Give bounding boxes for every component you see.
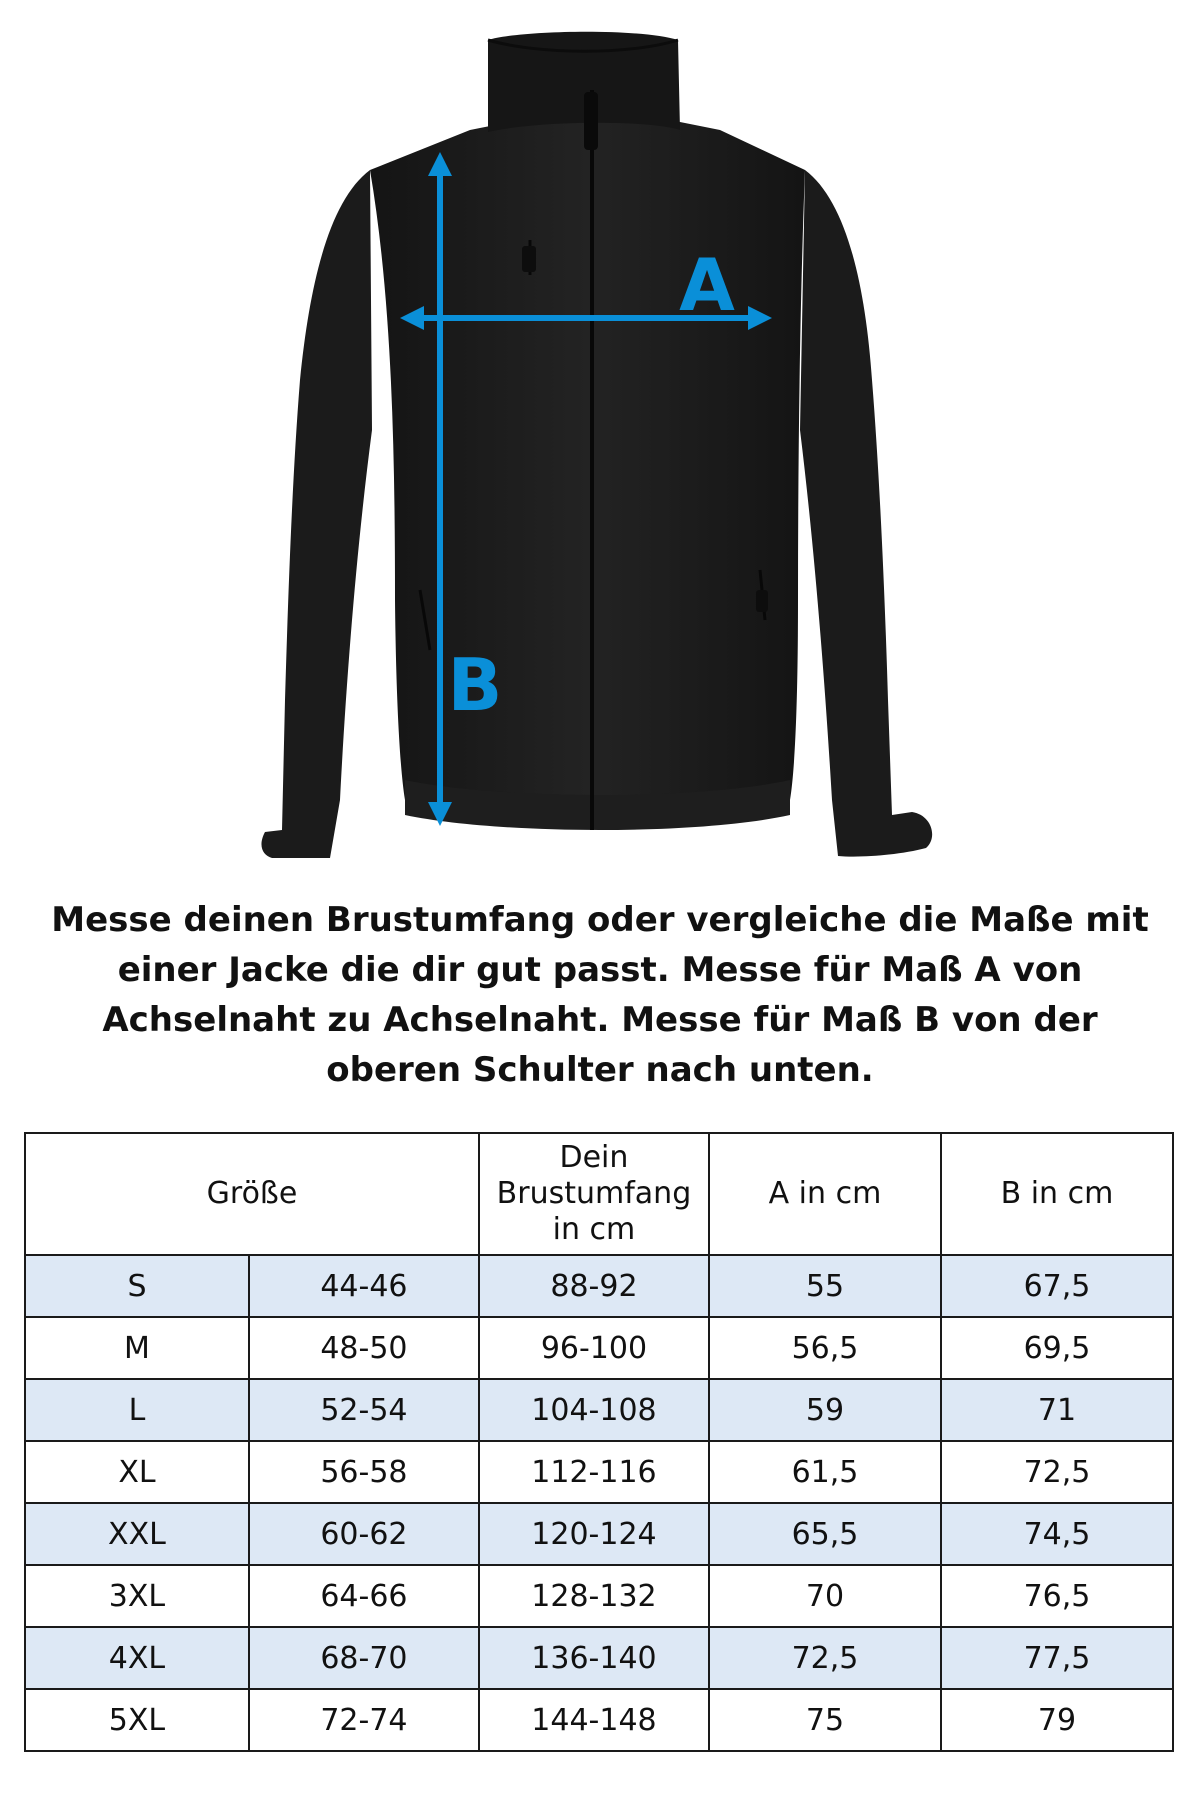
table-cell-chest: 112-116 bbox=[479, 1441, 709, 1503]
table-header-row bbox=[25, 1133, 1173, 1255]
table-cell-b: 71 bbox=[941, 1379, 1173, 1441]
table-cell-size: XXL bbox=[25, 1503, 249, 1565]
table-cell-eu: 64-66 bbox=[249, 1565, 479, 1627]
table-cell-chest: 88-92 bbox=[479, 1255, 709, 1317]
size-table bbox=[24, 1132, 1174, 1752]
table-cell-size: 3XL bbox=[25, 1565, 249, 1627]
table-cell-b: 77,5 bbox=[941, 1627, 1173, 1689]
table-row bbox=[25, 1317, 1173, 1379]
table-cell-chest: 144-148 bbox=[479, 1689, 709, 1751]
label-a: A bbox=[679, 243, 735, 327]
table-cell-a: 59 bbox=[709, 1379, 941, 1441]
table-cell-eu: 60-62 bbox=[249, 1503, 479, 1565]
table-row bbox=[25, 1565, 1173, 1627]
table-row bbox=[25, 1441, 1173, 1503]
table-row bbox=[25, 1503, 1173, 1565]
table-cell-eu: 48-50 bbox=[249, 1317, 479, 1379]
table-cell-size: M bbox=[25, 1317, 249, 1379]
table-cell-size: XL bbox=[25, 1441, 249, 1503]
table-cell-a: 55 bbox=[709, 1255, 941, 1317]
table-cell-eu: 52-54 bbox=[249, 1379, 479, 1441]
table-row bbox=[25, 1255, 1173, 1317]
table-cell-eu: 72-74 bbox=[249, 1689, 479, 1751]
table-cell-b: 72,5 bbox=[941, 1441, 1173, 1503]
table-cell-size: S bbox=[25, 1255, 249, 1317]
table-cell-eu: 44-46 bbox=[249, 1255, 479, 1317]
table-cell-chest: 96-100 bbox=[479, 1317, 709, 1379]
table-cell-size: L bbox=[25, 1379, 249, 1441]
table-cell-b: 69,5 bbox=[941, 1317, 1173, 1379]
header-size: Größe bbox=[25, 1133, 479, 1255]
table-body bbox=[25, 1255, 1173, 1751]
table-cell-a: 65,5 bbox=[709, 1503, 941, 1565]
table-cell-a: 75 bbox=[709, 1689, 941, 1751]
table-row bbox=[25, 1689, 1173, 1751]
header-b: B in cm bbox=[941, 1133, 1173, 1255]
label-b: B bbox=[447, 643, 503, 727]
table-cell-chest: 104-108 bbox=[479, 1379, 709, 1441]
jacket-measurement-figure bbox=[0, 0, 1200, 890]
table-cell-size: 5XL bbox=[25, 1689, 249, 1751]
table-cell-b: 67,5 bbox=[941, 1255, 1173, 1317]
table-cell-b: 79 bbox=[941, 1689, 1173, 1751]
measurement-instructions: Messe deinen Brustumfang oder vergleiche die Maße mit einer Jacke die dir gut passt. Messe für Maß A von Achselnaht zu Achselnaht. Messe für Maß B von der oberen Schulter nach unten. bbox=[51, 900, 1149, 1090]
table-cell-a: 61,5 bbox=[709, 1441, 941, 1503]
table-cell-size: 4XL bbox=[25, 1627, 249, 1689]
table-row bbox=[25, 1379, 1173, 1441]
table-cell-a: 70 bbox=[709, 1565, 941, 1627]
table-cell-b: 74,5 bbox=[941, 1503, 1173, 1565]
table-cell-eu: 56-58 bbox=[249, 1441, 479, 1503]
table-cell-chest: 120-124 bbox=[479, 1503, 709, 1565]
jacket-illustration bbox=[261, 32, 932, 858]
header-a: A in cm bbox=[709, 1133, 941, 1255]
table-cell-eu: 68-70 bbox=[249, 1627, 479, 1689]
table-cell-chest: 128-132 bbox=[479, 1565, 709, 1627]
table-cell-a: 72,5 bbox=[709, 1627, 941, 1689]
table-cell-chest: 136-140 bbox=[479, 1627, 709, 1689]
header-chest: Dein Brustumfang in cm bbox=[479, 1133, 709, 1255]
table-cell-b: 76,5 bbox=[941, 1565, 1173, 1627]
table-cell-a: 56,5 bbox=[709, 1317, 941, 1379]
table-row bbox=[25, 1627, 1173, 1689]
